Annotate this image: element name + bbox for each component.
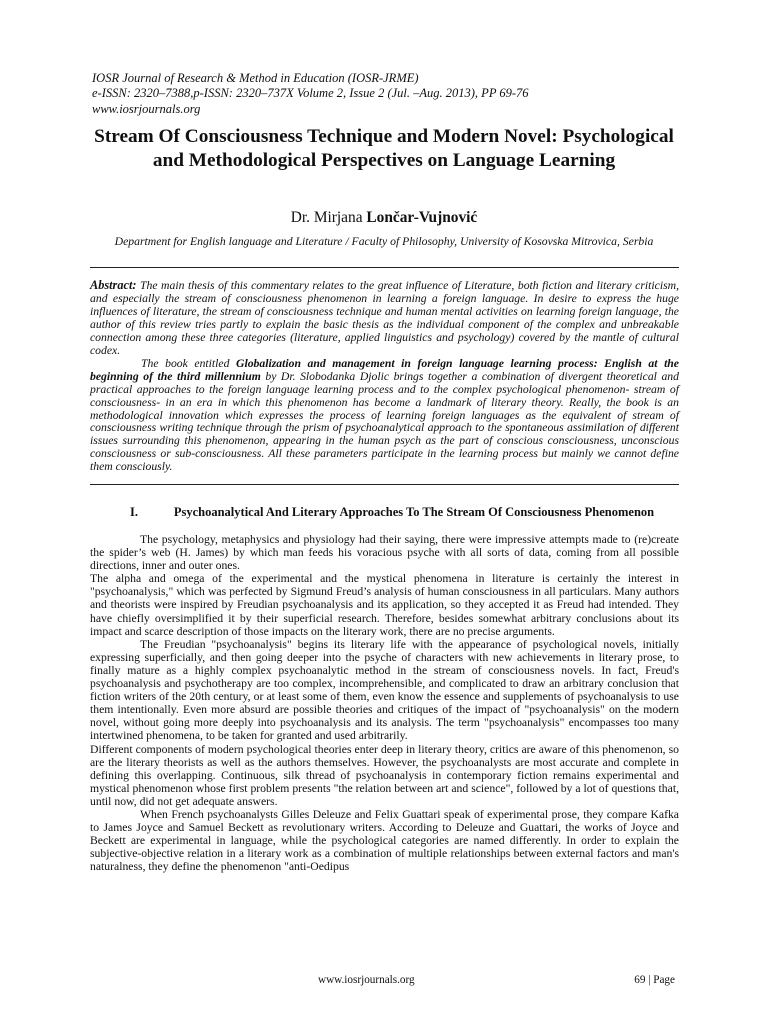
abstract-text-2-post: by Dr. Slobodanka Djolic brings together a combination of divergent theoretical and practical approaches to the foreign language learning process and to the complex psychological phenomenon- stream of consciousness- in an era in which this phenomenon has become a landmark of literary theory. Really, the book is an methodological innovation which expresses the process of learning foreign languages as the equivalent of stream of consciousness writing technique through the prism of psychoanalytical approach to the spontaneous assimilation of different issues surrounding this phenomenon, appearing in the human psych as the part of conscious consciousness, unconscious consciousness or sub-consciousness. All these parameters participate in the learning process but mainly we cannot define them consciously. bbox=[90, 369, 679, 474]
author-surname: Lončar-Vujnović bbox=[366, 209, 478, 226]
body-paragraph: The Freudian "psychoanalysis" begins its literary life with the appearance of psychological novels, initially expressing superficially, and then going deeper into the psyche of characters with new achievements in literary prose, to finally mature as a highly complex psychoanalytic method in the stream of consciousness novels. In fact, Freud's psychoanalysis and psychotherapy are too complex, incomprehensible, and complicated to draw an arbitrary conclusion that fiction writers of the 20th century, or at least some of them, even know the essence and supplements of psychoanalysis to use them intentionally. Even more absurd are possible theories and critiques of the impact of "psychoanalysis" on the modern novel, without going more deeply into psychoanalysis and its analysis. The term "psychoanalysis" encompasses too many intertwined phenomena, to be taken for granted and used arbitrarily. bbox=[90, 637, 679, 743]
author-affiliation: Department for English language and Literature / Faculty of Philosophy, University of Kosovska Mitrovica, Serbia bbox=[114, 235, 654, 248]
abstract-text-1: The main thesis of this commentary relates to the great influence of Literature, both fiction and literary criticism, and especially the stream of consciousness phenomenon in learning a foreign language. In desire to express the huge influences of literature, the stream of consciousness technique and human mental activities on learning foreign language, the author of this review tries partly to explain the basic thesis as the individual component of the complex and unbreakable connection among these three categories (literature, applied linguistics and psychology) covered by the mantle of cultural codex. bbox=[90, 279, 679, 357]
section-title: Psychoanalytical And Literary Approaches To The Stream Of Consciousness Phenomenon bbox=[173, 505, 655, 519]
paper-title: Stream Of Consciousness Technique and Modern Novel: Psychological and Methodological Perspectives on Language Learning bbox=[94, 126, 674, 171]
abstract-box bbox=[90, 267, 679, 485]
journal-website: www.iosrjournals.org bbox=[92, 101, 201, 116]
footer-page-number: 69 | Page bbox=[634, 974, 675, 986]
book-title: Globalization and management in foreign language learning process: English at the beginning of the third millennium bbox=[90, 356, 679, 383]
author-line bbox=[90, 209, 678, 227]
journal-issn: e-ISSN: 2320–7388,p-ISSN: 2320–737X Volume 2, Issue 2 (Jul. –Aug. 2013), PP 69-76 bbox=[92, 86, 529, 101]
abstract-text-2-pre: The book entitled bbox=[141, 356, 237, 370]
section-number: I. bbox=[130, 505, 138, 519]
abstract-paragraph-2 bbox=[90, 358, 679, 475]
body-paragraph: Different components of modern psychological theories enter deep in literary theory, critics are aware of this phenomenon, so are the literary theorists as well as the authors themselves. However, the psychoanalysts are most accurate and complete in defining this overlapping. Continuous, silk thread of psychoanalysis in contemporary fiction remains experimental and mystical phenomenon whose first problem presents "the relation between art and science", followed by a lot of questions that, until now, did not get adequate answers. bbox=[90, 742, 679, 808]
body-paragraph: When French psychoanalysts Gilles Deleuze and Felix Guattari speak of experimental prose, they compare Kafka to James Joyce and Samuel Beckett as revolutionary writers. According to Deleuze and Guattari, the works of Joyce and Beckett are experimental in language, while the psychological categories are named differently. In order to explain the subjective-objective relation in a literary work as a combination of multiple relationships between external factors and man's naturalness, they define the phenomenon "anti-Oedipus bbox=[90, 807, 679, 874]
body-paragraph: The psychology, metaphysics and physiology had their saying, there were impressive attempts made to (re)create the spider’s web (H. James) by which man feeds his voracious psyche with all sorts of data, coming from all possible directions, inner and outer ones. bbox=[90, 533, 679, 573]
journal-name: IOSR Journal of Research & Method in Education (IOSR-JRME) bbox=[92, 71, 419, 85]
body-text bbox=[90, 533, 679, 873]
author-prefix: Dr. Mirjana bbox=[290, 209, 367, 226]
section-heading bbox=[90, 505, 678, 520]
footer-url: www.iosrjournals.org bbox=[318, 974, 415, 986]
abstract-label: Abstract: bbox=[90, 278, 137, 292]
abstract-paragraph-1 bbox=[90, 279, 679, 358]
journal-header bbox=[92, 71, 529, 117]
body-paragraph: The alpha and omega of the experimental and the mystical phenomena in literature is certainly the interest in "psychoanalysis," which was perfected by Sigmund Freud’s analysis of human consciousness in all particulars. Many authors and theorists were inspired by Freudian psychoanalysis and its application, so they accepted it as Freud had intended. They have chiefly oversimplified it by their superficial research. Therefore, besides somewhat arbitrary conclusions about its impact and scarce description of those impacts on the literary work, there are no precise arguments. bbox=[90, 572, 679, 638]
